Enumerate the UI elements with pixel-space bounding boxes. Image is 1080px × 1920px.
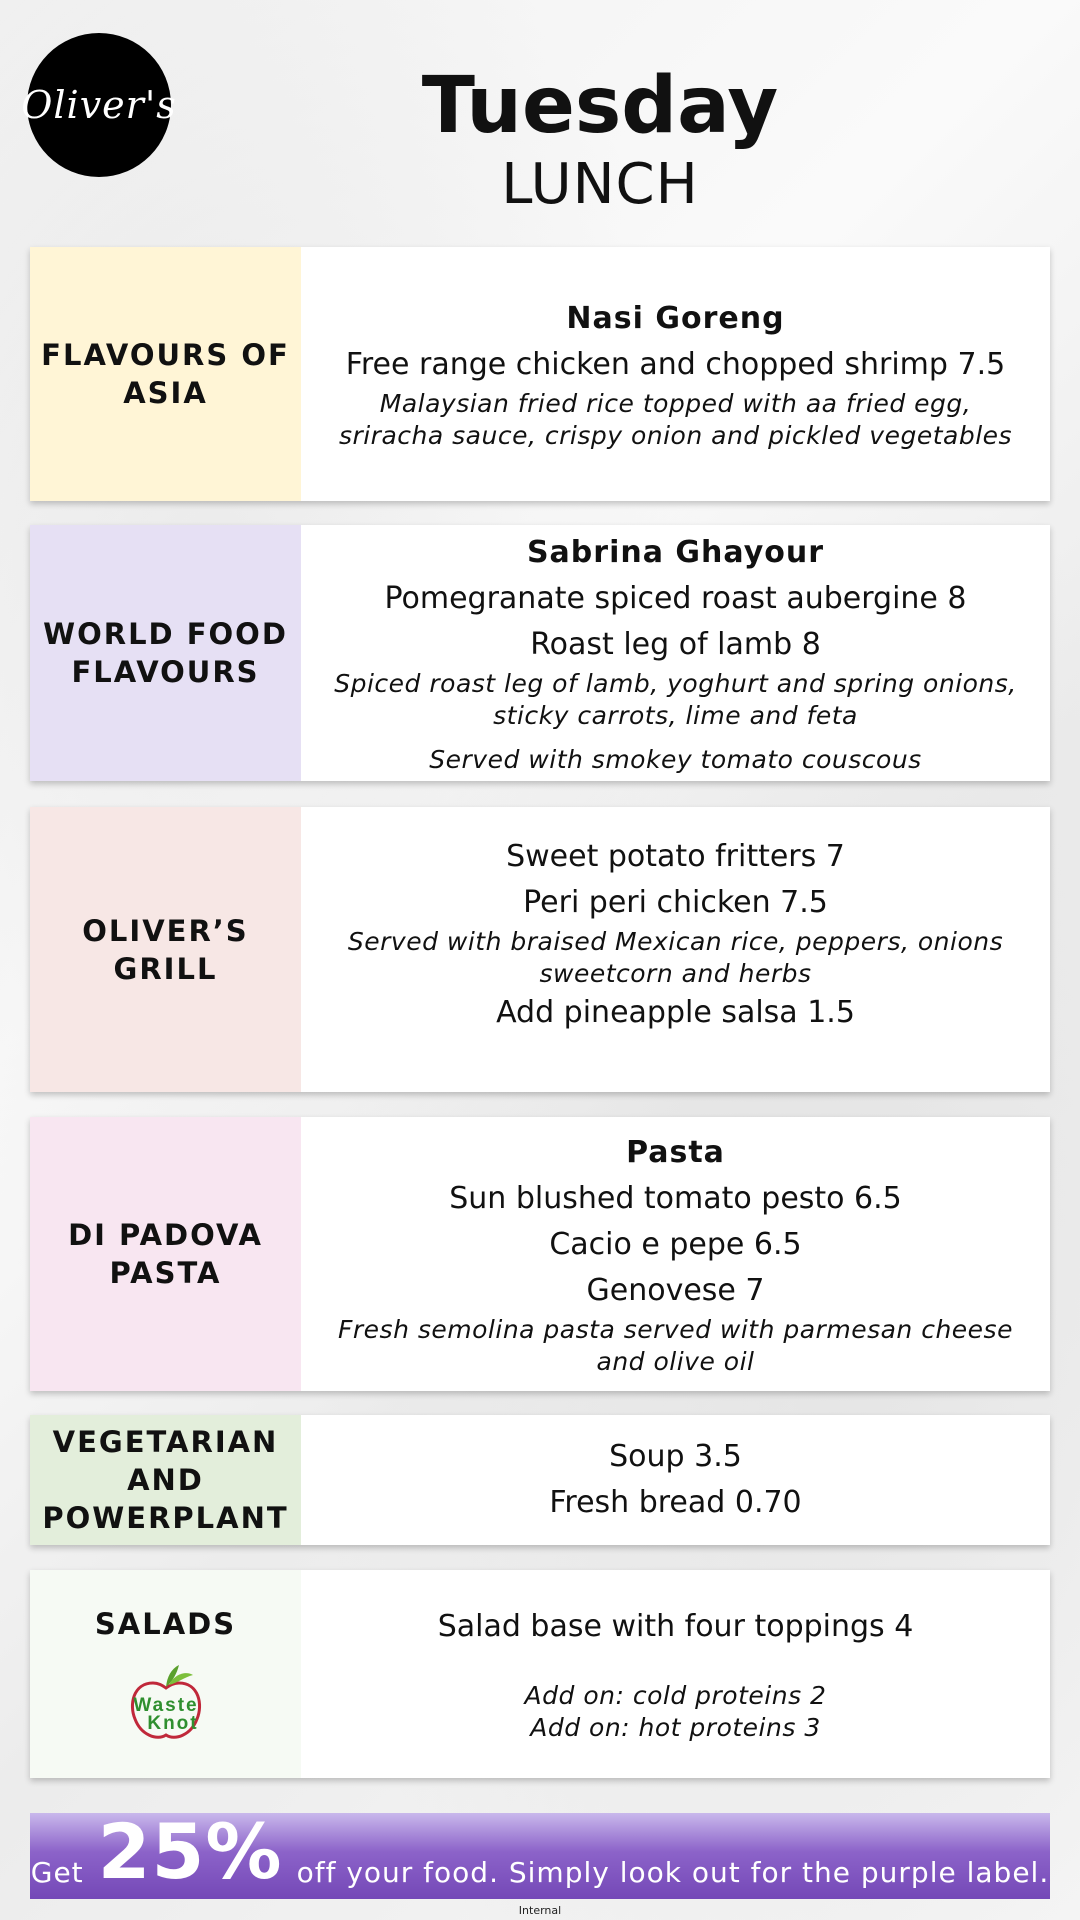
menu-items: [301, 1570, 1050, 1778]
menu-section-di-padova-pasta: [30, 1117, 1050, 1391]
promo-percent: 25%: [97, 1807, 283, 1896]
svg-text:Waste: Waste: [132, 1695, 199, 1716]
promo-prefix: Get: [30, 1856, 84, 1889]
dish-heading: Pasta: [626, 1135, 725, 1170]
dish-item: Roast leg of lamb 8: [530, 627, 821, 662]
menu-items: [301, 807, 1050, 1092]
promo-suffix: off your food. Simply look out for the purple label.: [296, 1856, 1050, 1889]
menu-items: [301, 247, 1050, 501]
dish-item: Fresh bread 0.70: [549, 1485, 802, 1520]
logo-text: Oliver's: [21, 83, 177, 127]
menu-items: [301, 525, 1050, 781]
dish-description: Served with smokey tomato couscous: [429, 745, 922, 774]
menu-section-flavours-of-asia: [30, 247, 1050, 501]
dish-description: Spiced roast leg of lamb, yoghurt and spring onions, sticky carrots, lime and feta: [334, 669, 1017, 730]
menu-section-olivers-grill: [30, 807, 1050, 1092]
dish-item: Free range chicken and chopped shrimp 7.5: [345, 347, 1006, 382]
dish-item: Peri peri chicken 7.5: [523, 884, 828, 920]
menu-section-salads: [30, 1570, 1050, 1778]
olivers-logo: [21, 33, 177, 177]
dish-item: Salad base with four toppings 4: [437, 1609, 914, 1644]
day-title: Tuesday: [421, 61, 779, 151]
svg-text:Knot: Knot: [146, 1713, 199, 1734]
dish-item: Sweet potato fritters 7: [506, 838, 845, 874]
dish-description: Malaysian fried rice topped with aa fried egg, sriracha sauce, crispy onion and pickled vegetables: [338, 389, 1013, 450]
dish-item: Genovese 7: [586, 1273, 765, 1308]
category-label: SALADS: [94, 1607, 237, 1641]
dish-description: Served with braised Mexican rice, peppers, onions sweetcorn and herbs: [347, 926, 1004, 988]
meal-title: LUNCH: [501, 152, 699, 217]
dish-item: Soup 3.5: [609, 1439, 742, 1474]
internal-label: Internal: [518, 1904, 562, 1917]
dish-heading: Sabrina Ghayour: [526, 535, 825, 570]
dish-description: Fresh semolina pasta served with parmesan cheese and olive oil: [338, 1315, 1013, 1376]
waste-knot-logo: [123, 1661, 209, 1743]
menu-section-world-food-flavours: [30, 525, 1050, 781]
menu-section-vegetarian: [30, 1415, 1050, 1545]
category-cell: [30, 1570, 301, 1778]
category-label: VEGETARIAN AND POWERPLANT: [30, 1415, 301, 1545]
dish-item: Add pineapple salsa 1.5: [496, 994, 855, 1030]
discount-banner: [30, 1807, 1050, 1899]
dish-item: Pomegranate spiced roast aubergine 8: [384, 581, 967, 616]
menu-items: [301, 1117, 1050, 1391]
menu-items: [301, 1415, 1050, 1545]
dish-item: Cacio e pepe 6.5: [549, 1227, 802, 1262]
category-label: OLIVER’S GRILL: [30, 807, 301, 1092]
dish-item: Sun blushed tomato pesto 6.5: [449, 1181, 902, 1216]
menu-title: [340, 60, 860, 218]
dish-description: Add on: cold proteins 2: [524, 1681, 827, 1710]
category-label: DI PADOVA PASTA: [30, 1117, 301, 1391]
dish-heading: Nasi Goreng: [566, 301, 785, 336]
dish-description: Add on: hot proteins 3: [530, 1713, 821, 1742]
category-label: WORLD FOOD FLAVOURS: [30, 525, 301, 781]
category-label: FLAVOURS OF ASIA: [30, 247, 301, 501]
